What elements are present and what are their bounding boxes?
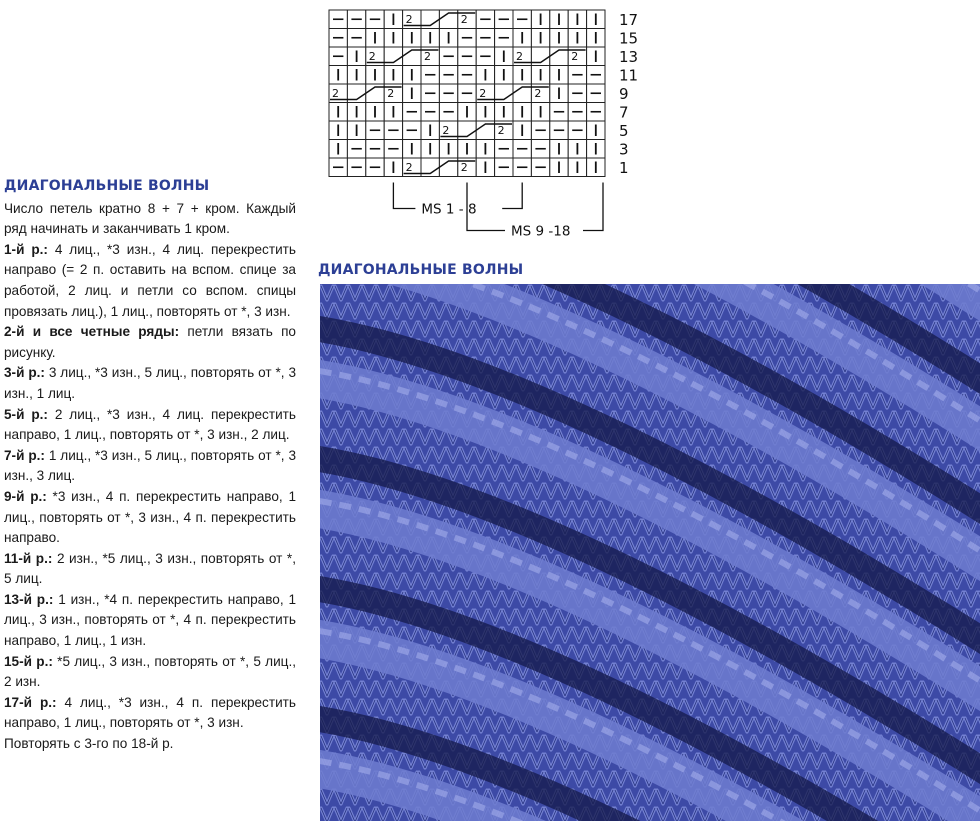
- row-label: 11-й р.:: [4, 550, 53, 566]
- row-text: 1 изн., *4 п. перекрестить направо, 1 лиц., 3 изн., повторять от *, 4 п. перекрестить направо, 1 лиц., 1 изн.: [4, 591, 297, 649]
- cross-number: 2: [460, 13, 468, 26]
- row-instruction: [4, 405, 296, 446]
- cross-number: 2: [571, 50, 579, 63]
- row-label: 13-й р.:: [4, 591, 54, 607]
- row-text: *3 изн., 4 п. перекрестить направо, 1 лиц., повторять от *, 3 изн., 4 п. перекрестить направо.: [4, 488, 296, 546]
- knit-texture: [320, 284, 980, 821]
- row-instruction: [4, 652, 296, 693]
- row-label: 7-й р.:: [4, 447, 45, 463]
- chart-grid: [322, 6, 652, 251]
- bracket-label-2: MS 9 -18: [511, 223, 571, 240]
- row-text: 2 лиц., *3 изн., 4 лиц. перекрестить направо, 1 лиц., повторять от *, 3 изн., 2 лиц.: [4, 406, 296, 443]
- row-text: *5 лиц., 3 изн., повторять от *, 5 лиц., 2 изн.: [4, 653, 297, 690]
- row-number: 1: [619, 159, 629, 177]
- cross-number: 2: [332, 87, 339, 100]
- row-number: 5: [619, 122, 629, 140]
- row-label: 17-й р.:: [4, 694, 57, 710]
- cross-number: 2: [534, 87, 542, 100]
- bracket-label-1: MS 1 - 8: [421, 201, 477, 218]
- intro-text: Число петель кратно 8 + 7 + кром. Каждый ряд начинать и заканчивать 1 кром.: [4, 200, 296, 237]
- cross-number: 2: [516, 50, 523, 63]
- row-text: 2 изн., *5 лиц., 3 изн., повторять от *, 5 лиц.: [4, 550, 296, 587]
- photo-title: ДИАГОНАЛЬНЫЕ ВОЛНЫ: [318, 262, 524, 278]
- knitted-sample-photo: [320, 284, 980, 821]
- row-label: 2-й и все четные ряды:: [4, 324, 180, 340]
- row-text: 4 лиц., *3 изн., 4 п. перекрестить направо, 1 лиц., повторять от *, 3 изн.: [4, 694, 296, 731]
- knitting-chart: [322, 6, 652, 251]
- cross-number: 2: [368, 50, 376, 63]
- rows-list: [4, 240, 296, 734]
- repeat-note: Повторять с 3-го по 18-й р.: [4, 736, 174, 752]
- row-number: 11: [619, 66, 639, 85]
- row-instruction: [4, 693, 296, 734]
- cross-number: 2: [479, 87, 487, 100]
- cross-number: 2: [460, 161, 468, 174]
- cross-number: 2: [405, 161, 413, 174]
- row-text: 3 лиц., *3 изн., 5 лиц., повторять от *, 3 изн., 1 лиц.: [4, 365, 296, 401]
- row-text: 1 лиц., *3 изн., 5 лиц., повторять от *, 3 изн., 3 лиц.: [4, 447, 296, 484]
- row-number: 15: [619, 29, 639, 48]
- row-instruction: [4, 549, 296, 590]
- row-instruction: [4, 240, 296, 322]
- cross-number: 2: [424, 50, 431, 63]
- row-number: 3: [619, 140, 629, 159]
- cross-number: 2: [442, 124, 450, 137]
- row-instruction: [4, 487, 296, 549]
- row-label: 9-й р.:: [4, 488, 47, 504]
- row-label: 1-й р.:: [4, 241, 48, 257]
- row-number: 7: [619, 103, 629, 122]
- row-label: 15-й р.:: [4, 653, 53, 669]
- cross-number: 2: [405, 13, 413, 26]
- row-instruction: [4, 590, 296, 652]
- row-text: 4 лиц., *3 изн., 4 лиц. перекрестить направо (= 2 п. оставить на вспом. спице за работой, 2 лиц. и петли со вспом. спицы провязать лиц.), 1 лиц., повторять от *, 3 изн.: [4, 241, 296, 319]
- instructions-column: [4, 176, 296, 755]
- cross-number: 2: [497, 124, 505, 137]
- row-label: 5-й р.:: [4, 406, 48, 422]
- section-title: ДИАГОНАЛЬНЫЕ ВОЛНЫ: [4, 178, 210, 194]
- row-instruction: [4, 322, 296, 363]
- row-text: петли вязать по рисунку.: [4, 324, 296, 360]
- cross-number: 2: [387, 87, 395, 100]
- row-number: 13: [619, 48, 639, 66]
- row-number: 17: [619, 11, 639, 29]
- row-instruction: [4, 446, 296, 487]
- row-number: 9: [619, 85, 629, 103]
- row-label: 3-й р.:: [4, 365, 45, 381]
- row-instruction: [4, 363, 296, 404]
